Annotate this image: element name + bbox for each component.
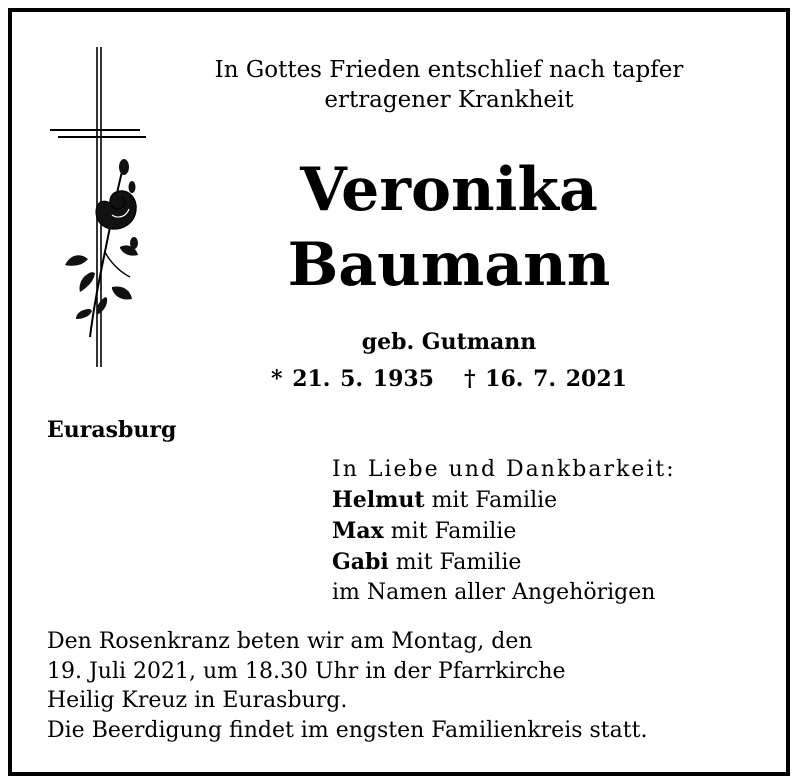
notice-line-3: Heilig Kreuz in Eurasburg.	[47, 688, 348, 713]
mourners-heading: In Liebe und Dankbarkeit:	[332, 457, 676, 482]
obituary-frame	[8, 8, 790, 776]
mourner-entry	[332, 547, 676, 578]
mourners-closing: im Namen aller Angehörigen	[332, 580, 656, 605]
mourner-suffix: mit Familie	[388, 550, 522, 575]
last-name: Baumann	[287, 230, 611, 300]
intro-line-1: In Gottes Frieden entschlief nach tapfer	[214, 57, 684, 83]
intro-line-2: ertragener Krankheit	[324, 87, 574, 113]
location: Eurasburg	[47, 417, 177, 443]
mourner-name: Helmut	[332, 487, 425, 513]
mourner-name: Max	[332, 518, 384, 544]
mourner-entry	[332, 516, 676, 547]
mourner-suffix: mit Familie	[383, 519, 517, 544]
birth-date: * 21. 5. 1935	[271, 366, 434, 392]
life-dates	[12, 364, 786, 394]
notice-line-4: Die Beerdigung findet im engsten Familienkreis statt.	[47, 717, 648, 743]
mourner-suffix: mit Familie	[424, 488, 558, 513]
first-name: Veronika	[300, 155, 598, 225]
mourners-block	[332, 455, 676, 608]
death-date: † 16. 7. 2021	[464, 366, 627, 392]
funeral-notice	[47, 627, 647, 745]
birth-name: geb. Gutmann	[361, 329, 537, 355]
notice-line-1: Den Rosenkranz beten wir am Montag, den	[47, 629, 533, 654]
mourner-entry	[332, 485, 676, 516]
notice-line-2: 19. Juli 2021, um 18.30 Uhr in der Pfarrkirche	[47, 658, 566, 684]
mourner-name: Gabi	[332, 549, 389, 575]
